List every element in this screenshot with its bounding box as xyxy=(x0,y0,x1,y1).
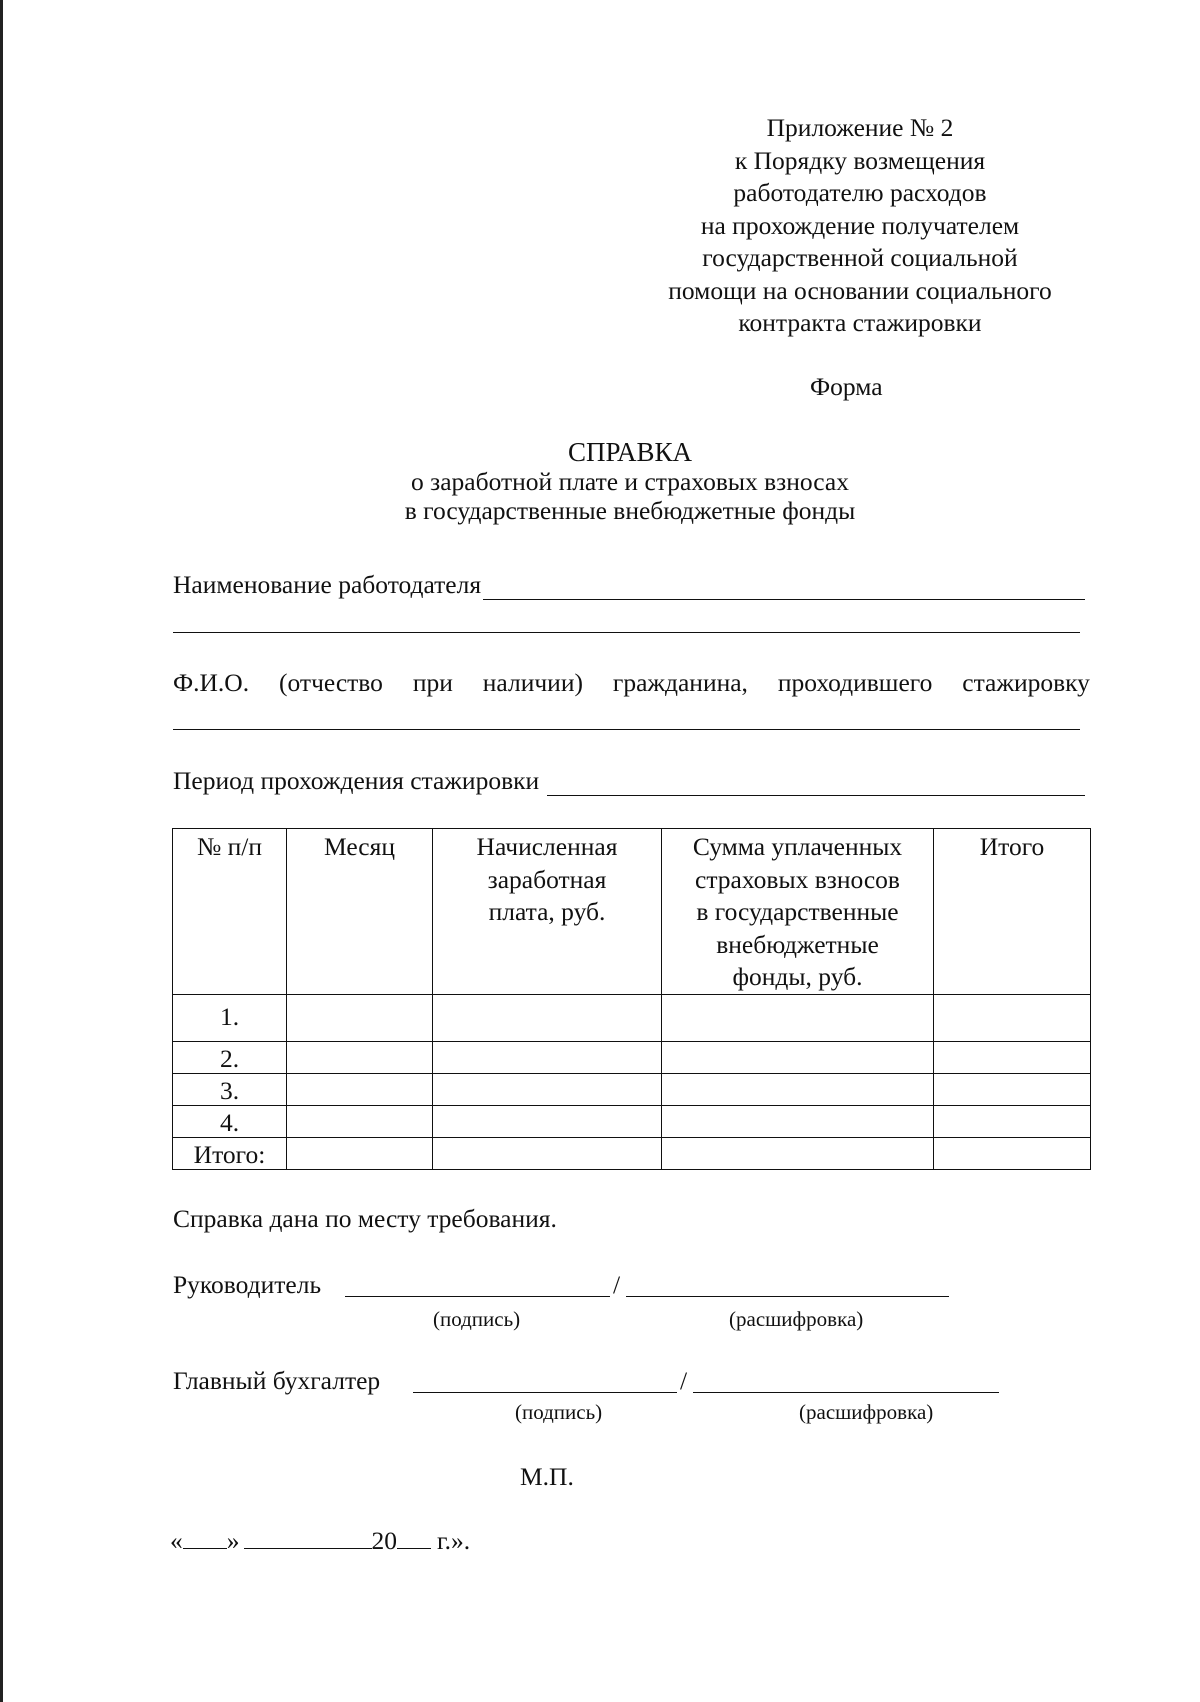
appendix-line: к Порядку возмещения xyxy=(734,145,986,175)
appendix-line: Приложение № 2 xyxy=(766,113,954,142)
cell-contributions[interactable] xyxy=(662,1041,934,1073)
date-open-quote: « xyxy=(170,1526,183,1555)
accountant-signature-line[interactable] xyxy=(413,1392,677,1393)
header-salary: Начисленная заработная плата, руб. xyxy=(433,829,662,995)
date-year-line[interactable] xyxy=(397,1528,431,1549)
cell-contributions[interactable] xyxy=(662,1137,934,1169)
cell-contributions[interactable] xyxy=(662,1105,934,1137)
title-subtitle-1: о заработной плате и страховых взносах xyxy=(411,467,849,496)
cell-number: 1. xyxy=(173,994,287,1041)
appendix-line: контракта стажировки xyxy=(738,308,982,337)
cell-total[interactable] xyxy=(934,1041,1091,1073)
fio-word: наличии) xyxy=(482,668,583,697)
date-year-prefix: 20 xyxy=(371,1526,397,1555)
fio-word: гражданина, xyxy=(612,668,748,697)
cell-salary[interactable] xyxy=(433,994,662,1041)
employer-second-line[interactable] xyxy=(173,632,1080,633)
fio-word: стажировку xyxy=(962,668,1090,697)
period-fill-line[interactable] xyxy=(547,769,1085,796)
head-decoding-line[interactable] xyxy=(626,1296,949,1297)
cell-number: 4. xyxy=(173,1105,287,1137)
accountant-decoding-hint: (расшифровка) xyxy=(799,1400,934,1424)
cell-month[interactable] xyxy=(287,1073,433,1105)
table-total-row xyxy=(173,1137,1091,1169)
accountant-label: Главный бухгалтер xyxy=(173,1366,381,1395)
head-decoding-hint: (расшифровка) xyxy=(729,1307,864,1331)
cell-number: 2. xyxy=(173,1041,287,1073)
appendix-header xyxy=(630,112,1090,340)
seal-placeholder: М.П. xyxy=(520,1462,574,1491)
cell-contributions[interactable] xyxy=(662,1073,934,1105)
table-row xyxy=(173,994,1091,1041)
header-contributions: Сумма уплаченных страховых взносов в государственные внебюджетные фонды, руб. xyxy=(662,829,934,995)
title-subtitle-2: в государственные внебюджетные фонды xyxy=(404,496,856,525)
cell-salary[interactable] xyxy=(433,1137,662,1169)
document-title xyxy=(240,438,1020,525)
accountant-decoding-line[interactable] xyxy=(693,1392,999,1393)
table-row xyxy=(173,1073,1091,1105)
accountant-signature-hint: (подпись) xyxy=(515,1400,603,1424)
title-main: СПРАВКА xyxy=(567,437,693,467)
header-total: Итого xyxy=(934,829,1091,995)
cell-number: 3. xyxy=(173,1073,287,1105)
cell-total[interactable] xyxy=(934,1073,1091,1105)
period-field xyxy=(173,766,1085,796)
cell-total[interactable] xyxy=(934,994,1091,1041)
cell-contributions[interactable] xyxy=(662,994,934,1041)
header-month: Месяц xyxy=(287,829,433,995)
appendix-line: государственной социальной xyxy=(702,243,1018,272)
cell-month[interactable] xyxy=(287,1137,433,1169)
employer-label: Наименование работодателя xyxy=(173,570,482,599)
employer-field xyxy=(173,570,1085,600)
cell-salary[interactable] xyxy=(433,1073,662,1105)
accountant-signature-block xyxy=(173,1366,688,1396)
cell-total[interactable] xyxy=(934,1137,1091,1169)
head-slash: / xyxy=(613,1270,621,1299)
date-close-quote: » xyxy=(226,1526,240,1555)
issued-note: Справка дана по месту требования. xyxy=(173,1204,557,1233)
table-header-row xyxy=(173,829,1091,995)
date-day-line[interactable] xyxy=(183,1528,227,1549)
form-label: Форма xyxy=(810,372,883,401)
table-row xyxy=(173,1105,1091,1137)
head-signature-hint: (подпись) xyxy=(433,1307,521,1331)
scan-edge xyxy=(0,0,3,1702)
date-line xyxy=(170,1526,470,1556)
employer-fill-line[interactable] xyxy=(483,573,1085,600)
appendix-line: помощи на основании социального xyxy=(668,275,1052,305)
date-month-line[interactable] xyxy=(244,1528,372,1549)
cell-salary[interactable] xyxy=(433,1105,662,1137)
fio-label xyxy=(173,668,1090,698)
cell-month[interactable] xyxy=(287,1041,433,1073)
head-signature-line[interactable] xyxy=(345,1296,610,1297)
fio-word: (отчество xyxy=(279,668,383,697)
cell-salary[interactable] xyxy=(433,1041,662,1073)
fio-word: Ф.И.О. xyxy=(173,668,250,697)
accountant-slash: / xyxy=(680,1366,688,1395)
appendix-line: на прохождение получателем xyxy=(700,210,1020,240)
cell-total[interactable] xyxy=(934,1105,1091,1137)
cell-month[interactable] xyxy=(287,1105,433,1137)
salary-table xyxy=(172,828,1091,1170)
cell-total-label: Итого: xyxy=(173,1137,287,1169)
header-number: № п/п xyxy=(173,829,287,995)
date-suffix: г.». xyxy=(437,1526,471,1555)
head-label: Руководитель xyxy=(173,1270,322,1299)
appendix-line: работодателю расходов xyxy=(733,178,987,207)
head-signature-block xyxy=(173,1270,621,1300)
table-row xyxy=(173,1041,1091,1073)
period-label: Период прохождения стажировки xyxy=(173,766,540,795)
fio-word: проходившего xyxy=(777,668,933,697)
fio-fill-line[interactable] xyxy=(173,729,1080,730)
fio-word: при xyxy=(412,668,453,697)
cell-month[interactable] xyxy=(287,994,433,1041)
